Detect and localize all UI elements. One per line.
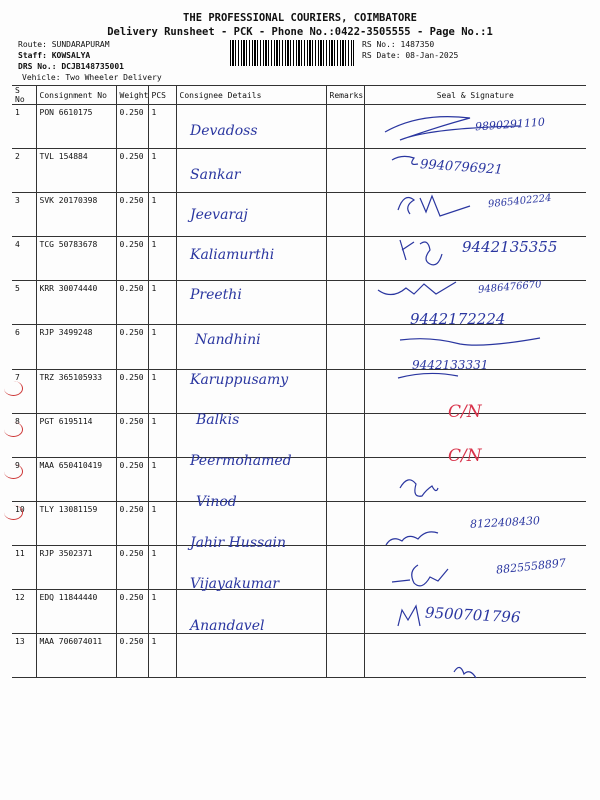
col-signature: Seal & Signature	[364, 86, 586, 105]
handwritten-name: Anandavel	[190, 618, 265, 634]
signature-mark	[398, 606, 420, 626]
consignment-no: KRR 30074440	[36, 281, 116, 325]
sno: 5	[12, 281, 36, 325]
consignment-no: RJP 3499248	[36, 325, 116, 369]
staff-label: Staff: KOWSALYA	[18, 51, 91, 60]
handwritten-name: Peermohamed	[190, 453, 292, 469]
consignment-no: RJP 3502371	[36, 545, 116, 589]
handwritten-phone: 9940796921	[419, 157, 504, 178]
handwritten-phone: 9486476670	[477, 279, 542, 296]
handwritten-phone: 8122408430	[469, 514, 541, 531]
pcs: 1	[148, 457, 176, 501]
weight: 0.250	[116, 413, 148, 457]
sno: 13	[12, 634, 36, 678]
sno: 8	[12, 413, 36, 457]
sno: 7	[12, 369, 36, 413]
weight: 0.250	[116, 149, 148, 193]
handwritten-name: Kaliamurthi	[190, 247, 275, 263]
pcs: 1	[148, 501, 176, 545]
pcs: 1	[148, 634, 176, 678]
sno: 2	[12, 149, 36, 193]
signature-mark	[392, 565, 448, 586]
signature-mark	[400, 338, 540, 345]
col-pcs: PCS	[148, 86, 176, 105]
route-label: Route: SUNDARAPURAM	[18, 40, 110, 49]
handwritten-phone: 9442133331	[412, 358, 489, 372]
sno: 6	[12, 325, 36, 369]
weight: 0.250	[116, 281, 148, 325]
pcs: 1	[148, 325, 176, 369]
weight: 0.250	[116, 369, 148, 413]
weight: 0.250	[116, 325, 148, 369]
sno: 3	[12, 193, 36, 237]
sno: 9	[12, 457, 36, 501]
pcs: 1	[148, 193, 176, 237]
runsheet-subtitle: Delivery Runsheet - PCK - Phone No.:0422-3505555 - Page No.:1	[107, 26, 493, 38]
handwritten-phone: 9500701796	[424, 603, 521, 627]
signature-mark	[400, 480, 438, 496]
handwritten-name: Jeevaraj	[190, 207, 248, 223]
weight: 0.250	[116, 501, 148, 545]
pcs: 1	[148, 237, 176, 281]
handwritten-remark: C/N	[448, 402, 482, 422]
weight: 0.250	[116, 634, 148, 678]
weight: 0.250	[116, 105, 148, 149]
margin-tick	[4, 464, 23, 479]
signature-mark	[392, 156, 418, 164]
rs-number: RS No.: 1487350	[362, 40, 435, 49]
consignment-no: PGT 6195114	[36, 413, 116, 457]
sno: 4	[12, 237, 36, 281]
sno: 12	[12, 590, 36, 634]
consignment-no: PON 6610175	[36, 105, 116, 149]
weight: 0.250	[116, 237, 148, 281]
signature-mark	[454, 667, 476, 678]
consignment-no: MAA 706074011	[36, 634, 116, 678]
consignment-no: SVK 20170398	[36, 193, 116, 237]
weight: 0.250	[116, 193, 148, 237]
weight: 0.250	[116, 457, 148, 501]
sno: 10	[12, 501, 36, 545]
consignment-no: TVL 154884	[36, 149, 116, 193]
pcs: 1	[148, 281, 176, 325]
weight: 0.250	[116, 590, 148, 634]
col-remarks: Remarks	[326, 86, 364, 105]
handwritten-phone: 9442135355	[462, 238, 558, 256]
signature-mark	[398, 373, 458, 378]
handwritten-phone: 9442172224	[410, 310, 506, 328]
col-sno: S No	[12, 86, 36, 105]
col-consignment: Consignment No	[36, 86, 116, 105]
handwritten-phone: 9890291110	[474, 115, 546, 134]
company-name: THE PROFESSIONAL COURIERS, COIMBATORE	[183, 12, 417, 24]
margin-tick	[4, 505, 23, 520]
handwritten-name: Karuppusamy	[190, 372, 289, 388]
handwritten-name: Balkis	[196, 412, 240, 428]
col-weight: Weight	[116, 86, 148, 105]
handwritten-name: Jahir Hussain	[190, 535, 287, 551]
handwritten-phone: 8825558897	[495, 556, 567, 577]
signature-mark	[398, 196, 470, 216]
handwritten-name: Vinod	[196, 494, 237, 510]
consignment-no: TRZ 365105933	[36, 369, 116, 413]
signature-mark	[378, 282, 456, 295]
sno: 11	[12, 545, 36, 589]
pcs: 1	[148, 413, 176, 457]
pcs: 1	[148, 590, 176, 634]
margin-tick	[4, 381, 23, 396]
drs-number: DRS No.: DCJB148735001	[18, 62, 124, 71]
handwritten-name: Nandhini	[195, 332, 261, 348]
vehicle-label: Vehicle: Two Wheeler Delivery	[22, 73, 162, 82]
handwritten-name: Vijayakumar	[190, 576, 280, 592]
consignment-no: EDQ 11844440	[36, 590, 116, 634]
handwritten-name: Preethi	[190, 287, 242, 303]
weight: 0.250	[116, 545, 148, 589]
consignment-no: MAA 650410419	[36, 457, 116, 501]
consignment-no: TCG 50783678	[36, 237, 116, 281]
handwritten-remark: C/N	[448, 446, 482, 466]
margin-tick	[4, 422, 23, 437]
signature-mark	[386, 532, 438, 545]
col-consignee: Consignee Details	[176, 86, 326, 105]
pcs: 1	[148, 149, 176, 193]
consignment-no: TLY 13081159	[36, 501, 116, 545]
sno: 1	[12, 105, 36, 149]
pcs: 1	[148, 105, 176, 149]
signature-mark	[400, 240, 442, 265]
pcs: 1	[148, 369, 176, 413]
handwritten-name: Devadoss	[190, 123, 258, 139]
handwritten-phone: 9865402224	[487, 192, 553, 211]
pcs: 1	[148, 545, 176, 589]
handwritten-name: Sankar	[190, 167, 241, 183]
rs-date: RS Date: 08-Jan-2025	[362, 51, 459, 60]
signature-mark	[385, 117, 520, 140]
